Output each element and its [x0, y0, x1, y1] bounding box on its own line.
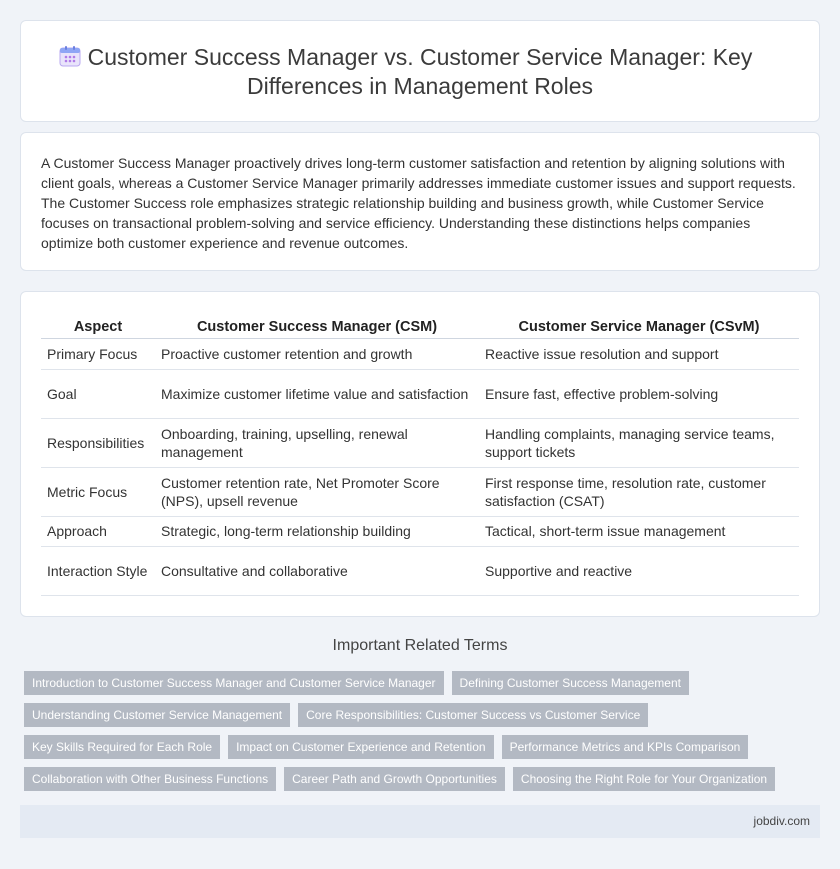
table-row — [41, 546, 799, 595]
tag-row — [24, 671, 784, 695]
intro-card — [20, 132, 820, 271]
header-card — [20, 20, 820, 122]
table-cell: Reactive issue resolution and support — [479, 338, 799, 369]
tag-row — [24, 703, 784, 727]
related-term-tag[interactable]: Career Path and Growth Opportunities — [284, 767, 505, 791]
related-term-tag[interactable]: Understanding Customer Service Management — [24, 703, 290, 727]
comparison-table — [41, 316, 799, 596]
table-cell: Strategic, long-term relationship building — [155, 516, 479, 546]
related-term-tag[interactable]: Collaboration with Other Business Functions — [24, 767, 276, 791]
table-cell: Goal — [41, 369, 155, 418]
table-row — [41, 467, 799, 516]
table-cell: Approach — [41, 516, 155, 546]
intro-paragraph: A Customer Success Manager proactively drives long-term customer satisfaction and retention by aligning solutions with client goals, whereas a Customer Service Manager primarily addresses immediate customer issues and support requests. The Customer Success role emphasizes strategic relationship building and business growth, while Customer Service focuses on transactional problem-solving and service efficiency. Understanding these distinctions helps companies optimize both customer experience and revenue outcomes. — [41, 155, 796, 251]
table-cell: Responsibilities — [41, 418, 155, 467]
table-cell: Tactical, short-term issue management — [479, 516, 799, 546]
table-cell: Customer retention rate, Net Promoter Score (NPS), upsell revenue — [155, 467, 479, 516]
table-cell: Onboarding, training, upselling, renewal management — [155, 418, 479, 467]
page-title: Customer Success Manager vs. Customer Service Manager: Key Differences in Management Roles — [87, 44, 753, 99]
table-cell: Metric Focus — [41, 467, 155, 516]
table-cell: Supportive and reactive — [479, 546, 799, 595]
related-term-tag[interactable]: Key Skills Required for Each Role — [24, 735, 220, 759]
related-terms-heading: Important Related Terms — [332, 637, 508, 654]
table-cell: Consultative and collaborative — [155, 546, 479, 595]
footer-site-link[interactable]: jobdiv.com — [753, 814, 810, 828]
table-header-row — [41, 316, 799, 338]
header-csm: Customer Success Manager (CSM) — [155, 316, 479, 338]
table-row — [41, 369, 799, 418]
tag-row — [24, 735, 784, 759]
related-terms-list — [24, 671, 784, 799]
table-row — [41, 516, 799, 546]
related-term-tag[interactable]: Choosing the Right Role for Your Organization — [513, 767, 775, 791]
related-term-tag[interactable]: Performance Metrics and KPIs Comparison — [502, 735, 749, 759]
table-row — [41, 418, 799, 467]
table-row — [41, 338, 799, 369]
table-cell: Interaction Style — [41, 546, 155, 595]
related-term-tag[interactable]: Core Responsibilities: Customer Success vs Customer Service — [298, 703, 648, 727]
header-csvm: Customer Service Manager (CSvM) — [479, 316, 799, 338]
table-cell: Handling complaints, managing service teams, support tickets — [479, 418, 799, 467]
header-aspect: Aspect — [41, 316, 155, 338]
table-cell: Proactive customer retention and growth — [155, 338, 479, 369]
table-cell: Ensure fast, effective problem-solving — [479, 369, 799, 418]
related-term-tag[interactable]: Defining Customer Success Management — [452, 671, 689, 695]
footer — [20, 805, 820, 838]
tag-row — [24, 767, 784, 791]
related-term-tag[interactable]: Impact on Customer Experience and Retention — [228, 735, 493, 759]
table-cell: Primary Focus — [41, 338, 155, 369]
table-cell: Maximize customer lifetime value and satisfaction — [155, 369, 479, 418]
comparison-table-card — [20, 291, 820, 617]
related-term-tag[interactable]: Introduction to Customer Success Manager and Customer Service Manager — [24, 671, 444, 695]
table-cell: First response time, resolution rate, customer satisfaction (CSAT) — [479, 467, 799, 516]
